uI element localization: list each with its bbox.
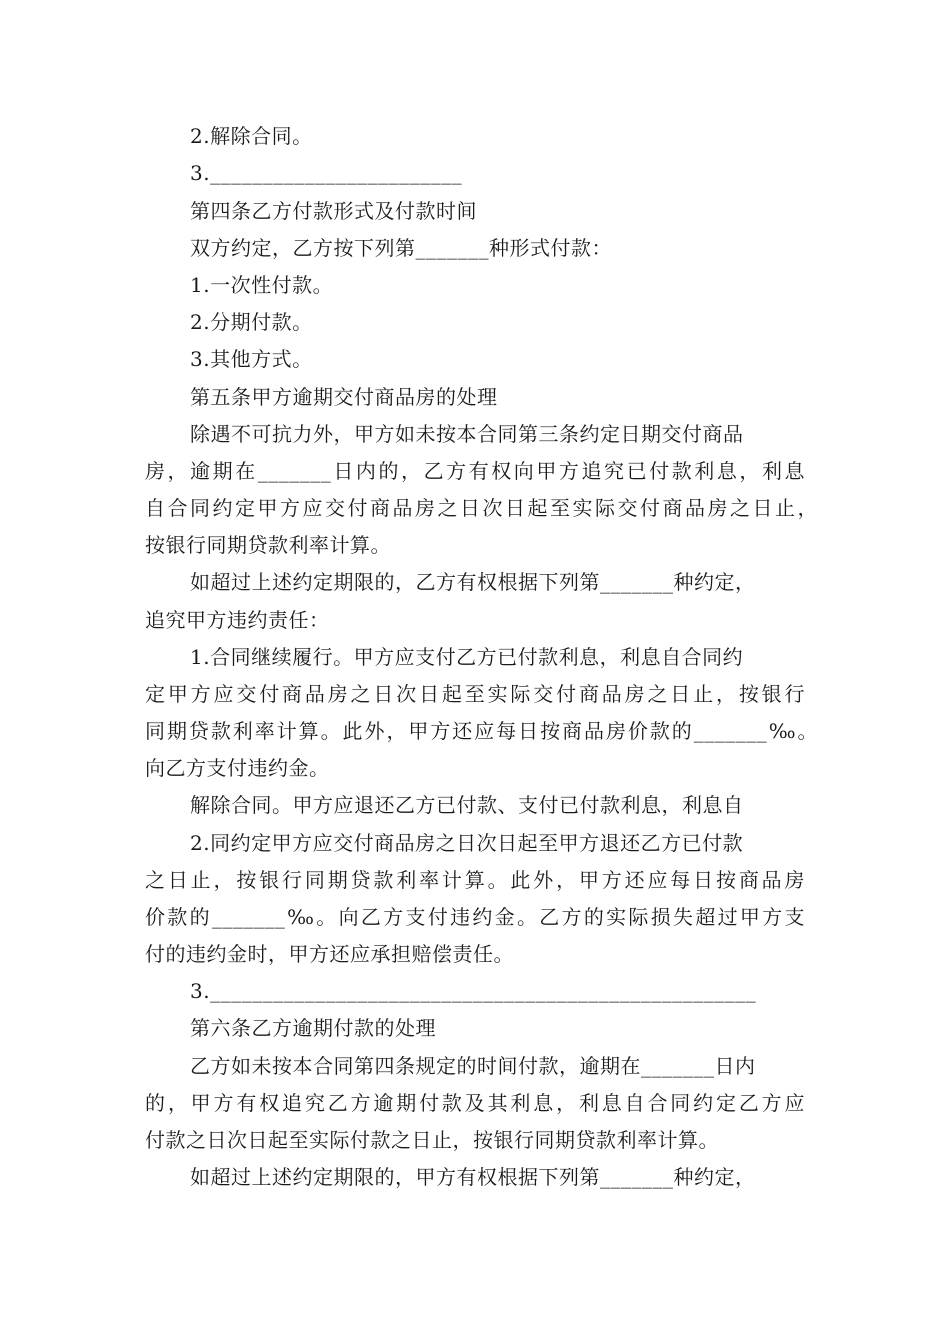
text-line: 的，甲方有权追究乙方逾期付款及其利息，利息自合同约定乙方应 [145,1091,805,1115]
section-heading: 第五条甲方逾期交付商品房的处理 [190,385,498,409]
text-line: 1.一次性付款。 [190,273,334,297]
text-line: 2.解除合同。 [190,124,313,148]
text-line: 3.____________________________________________________ [190,979,757,1003]
text-line: 之日止，按银行同期贷款利率计算。此外，甲方还应每日按商品房 [145,868,805,892]
text-line: 价款的_______‰。向乙方支付违约金。乙方的实际损失超过甲方支 [145,905,805,929]
text-line: 解除合同。甲方应退还乙方已付款、支付已付款利息，利息自 [190,793,744,817]
text-line: 3.其他方式。 [190,347,313,371]
text-line: 如超过上述约定期限的，乙方有权根据下列第_______种约定， [190,570,756,594]
section-heading: 第六条乙方逾期付款的处理 [190,1016,436,1040]
text-line: 乙方如未按本合同第四条规定的时间付款，逾期在_______日内 [190,1054,756,1078]
text-line: 2.分期付款。 [190,310,313,334]
text-line: 按银行同期贷款利率计算。 [145,533,391,557]
text-line: 付款之日次日起至实际付款之日止，按银行同期贷款利率计算。 [145,1128,719,1152]
text-line: 付的违约金时，甲方还应承担赔偿责任。 [145,942,514,966]
text-line: 1.合同继续履行。甲方应支付乙方已付款利息，利息自合同约 [190,645,744,669]
section-heading: 第四条乙方付款形式及付款时间 [190,199,477,223]
text-line: 向乙方支付违约金。 [145,756,330,780]
text-line: 如超过上述约定期限的，甲方有权根据下列第_______种约定， [190,1165,756,1189]
text-line: 自合同约定甲方应交付商品房之日次日起至实际交付商品房之日止， [145,496,818,520]
text-line: 3.________________________ [190,161,463,185]
text-line: 追究甲方违约责任： [145,608,330,632]
text-line: 定甲方应交付商品房之日次日起至实际交付商品房之日止，按银行 [145,682,805,706]
text-line: 除遇不可抗力外，甲方如未按本合同第三条约定日期交付商品 [190,422,744,446]
text-line: 房，逾期在_______日内的，乙方有权向甲方追究已付款利息，利息 [145,459,805,483]
text-line: 双方约定，乙方按下列第_______种形式付款： [190,236,612,260]
text-line: 2.同约定甲方应交付商品房之日次日起至甲方退还乙方已付款 [190,831,744,855]
text-line: 同期贷款利率计算。此外，甲方还应每日按商品房价款的_______‰。 [145,719,818,743]
